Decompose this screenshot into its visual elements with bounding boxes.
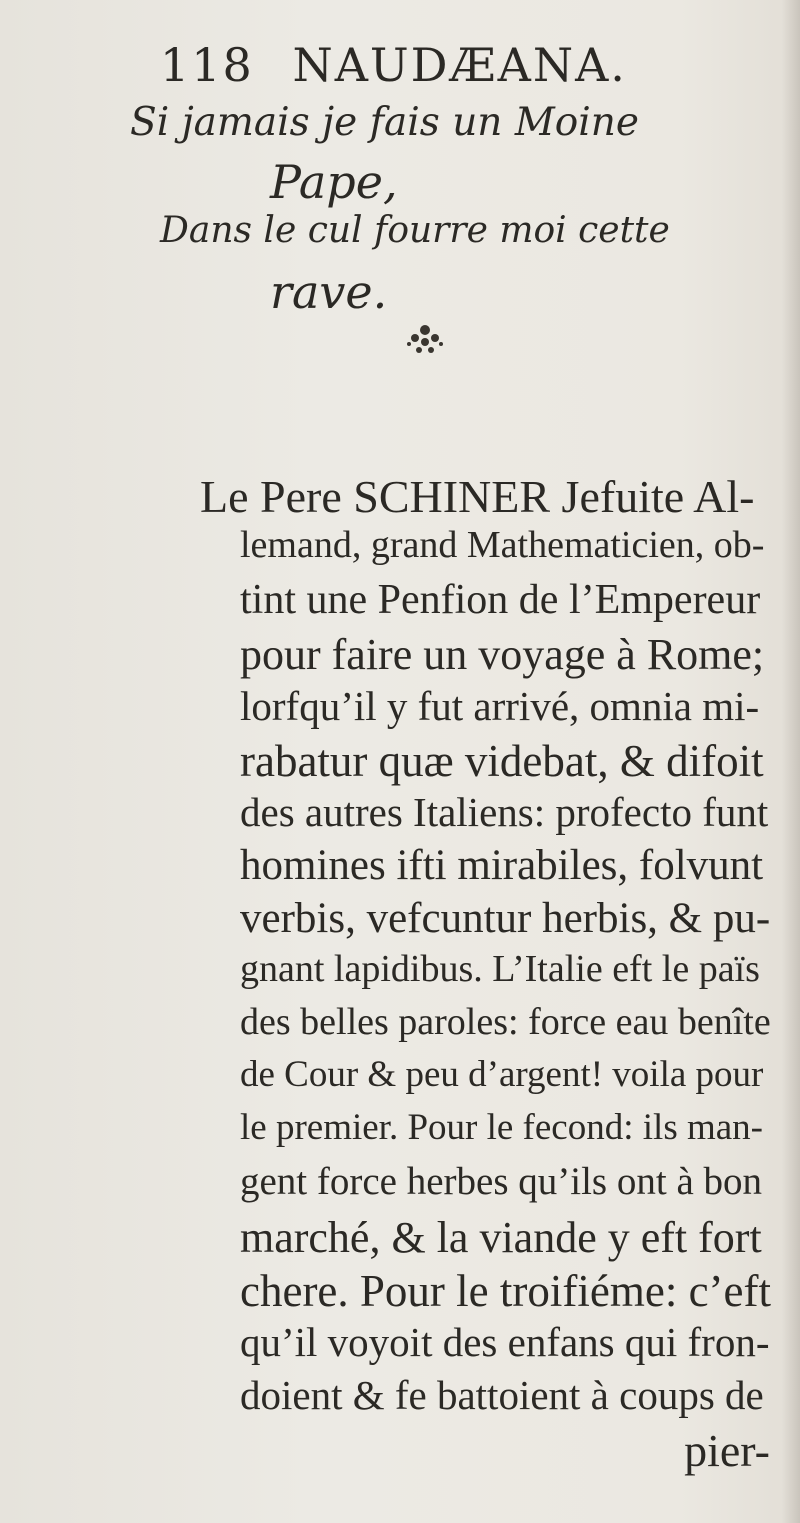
paragraph-line-15: marché, & la viande y eft fort [240,1213,762,1262]
paragraph-line-11: des belles paroles: force eau benîte [240,1001,771,1043]
paragraph-line-18: doient & fe battoient à coups de [240,1372,764,1418]
catchword: pier- [684,1425,770,1476]
running-title: NAUDÆANA. [292,38,627,92]
paragraph-line-12: de Cour & peu d’argent! voila pour [240,1054,764,1095]
verse-line-3: Dans le cul fourre moi cette [160,210,670,251]
paragraph-line-3: tint une Penfion de l’Empereur [240,577,761,623]
paragraph-line-14: gent force herbes qu’ils ont à bon [240,1160,763,1203]
fleuron-icon [405,322,445,358]
paragraph-line-4: pour faire un voyage à Rome; [240,630,765,679]
paragraph-line-10: gnant lapidibus. L’Italie eft le païs [240,948,760,990]
verse-line-4: rave. [270,265,388,319]
page-number: 118 [160,38,254,92]
paragraph-line-2: lemand, grand Mathematicien, ob- [240,524,765,566]
paragraph-line-7: des autres Italiens: profecto funt [240,789,769,835]
paragraph-line-5: lorfqu’il y fut arrivé, omnia mi- [240,683,760,729]
verse-line-1: Si jamais je fais un Moine [130,100,639,145]
paragraph-line-9: verbis, vefcuntur herbis, & pu- [240,895,771,942]
running-header [160,38,720,92]
page-edge-shadow [782,0,800,1523]
paragraph-line-16: chere. Pour le troifiéme: c’eft [240,1266,771,1316]
paragraph-line-17: qu’il voyoit des enfans qui fron- [240,1319,770,1365]
paragraph-line-8: homines ifti mirabiles, folvunt [240,842,764,889]
paragraph-line-1: Le Pere SCHINER Jefuite Al- [200,471,755,522]
paragraph-line-6: rabatur quæ videbat, & difoit [240,736,764,786]
verse-line-2: Pape, [270,155,398,209]
paragraph-line-13: le premier. Pour le fecond: ils man- [240,1107,763,1148]
